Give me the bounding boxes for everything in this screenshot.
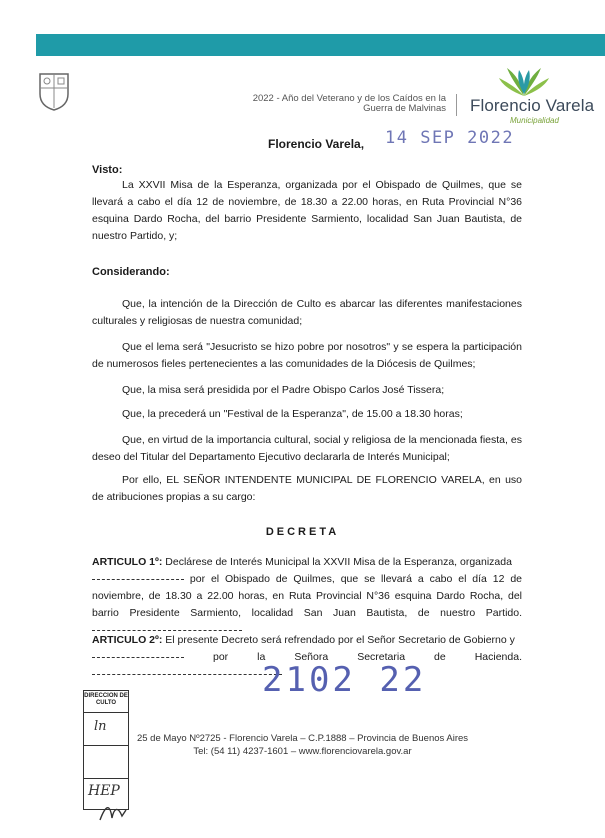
filler-dashes (92, 674, 282, 675)
logo-subtitle: Municipalidad (510, 116, 559, 125)
considerando-paragraph: Que, la misa será presidida por el Padre Obispo Carlos José Tissera; (122, 384, 445, 396)
articulo-2-line2: por la Señora Secretaria de Hacienda. (213, 651, 522, 663)
articulo-2-label: ARTICULO 2º: (92, 634, 163, 646)
handwritten-entry: ln (94, 719, 107, 734)
florencio-varela-logo-icon (497, 64, 551, 98)
place-line: Florencio Varela, (268, 137, 365, 151)
header-separator (456, 94, 457, 116)
visto-heading: Visto: (92, 164, 123, 176)
considerando-paragraph: Que, la precederá un "Festival de la Esperanza", de 15.00 a 18.30 horas; (122, 408, 463, 420)
articulo-1-line1: Declárese de Interés Municipal la XXVII Misa de la Esperanza, organizada (165, 556, 512, 568)
routing-box-label: DIRECCION DE CULTO (84, 691, 128, 713)
routing-box (83, 690, 129, 810)
articulo-1 (92, 554, 522, 639)
considerando-paragraph: Que, la intención de la Dirección de Culto es abarcar las diferentes manifestaciones culturales y religiosas de nuestra comunidad; (92, 298, 522, 327)
decree-number-stamp: 2102 22 (262, 660, 427, 700)
considerando-heading: Considerando: (92, 266, 170, 278)
handwritten-initials: HEP (88, 783, 120, 799)
decreta-heading: DECRETA (265, 526, 340, 538)
filler-dashes (92, 657, 184, 658)
considerando-paragraph: Por ello, EL SEÑOR INTENDENTE MUNICIPAL DE FLORENCIO VARELA, en uso de atribuciones propias a su cargo: (92, 474, 522, 503)
logo-name: Florencio Varela (470, 96, 595, 115)
articulo-1-label: ARTICULO 1º: (92, 556, 163, 568)
routing-box-cell (84, 713, 128, 746)
footer-address: 25 de Mayo Nº2725 - Florencio Varela – C.P.1888 – Provincia de Buenos Aires (136, 733, 469, 744)
considerando-paragraph: Que el lema será "Jesucristo se hizo pobre por nosotros" y se espera la participación de numerosos fieles pertenecientes a las comunidades de la Diócesis de Quilmes; (92, 341, 522, 370)
considerando-paragraph: Que, en virtud de la importancia cultural, social y religiosa de la mencionada fiesta, es deseo del Titular del Departamento Ejecutivo declararla de Interés Municipal; (92, 434, 522, 463)
signature-scribble-icon (98, 800, 128, 824)
articulo-1-line2: por el Obispado de Quilmes, que se llevará a cabo el día 12 de noviembre, de (92, 573, 522, 602)
filler-dashes (92, 630, 242, 631)
year-motto: 2022 - Año del Veterano y de los Caídos en la Guerra de Malvinas (252, 93, 446, 114)
articulo-1-rest: 18.30 a 22.00 horas, en Ruta Provincial N°36 esquina Dardo Rocha, del barrio Presidente Sarmiento, localidad San Juan Bautista, de nuestro Partido. (92, 590, 522, 619)
articulo-2-line1: El presente Decreto será refrendado por el Señor Secretario de Gobierno y (165, 634, 515, 646)
footer-contact: Tel: (54 11) 4237-1601 – www.florenciovarela.gov.ar (193, 746, 412, 757)
municipal-crest-icon (36, 70, 72, 112)
header-color-bar (36, 34, 605, 56)
filler-dashes (92, 579, 184, 580)
routing-box-cell (84, 746, 128, 779)
visto-text: La XXVII Misa de la Esperanza, organizada por el Obispado de Quilmes, que se llevará a cabo el día 12 de noviembre, de 18.30 a 22.00 horas, en Ruta Provincial N°36 esquina Dardo Rocha, del barrio Presidente Sarmiento, localidad San Juan Bautista, de nuestro Partido, y; (92, 179, 522, 242)
date-stamp: 14 SEP 2022 (385, 128, 515, 148)
